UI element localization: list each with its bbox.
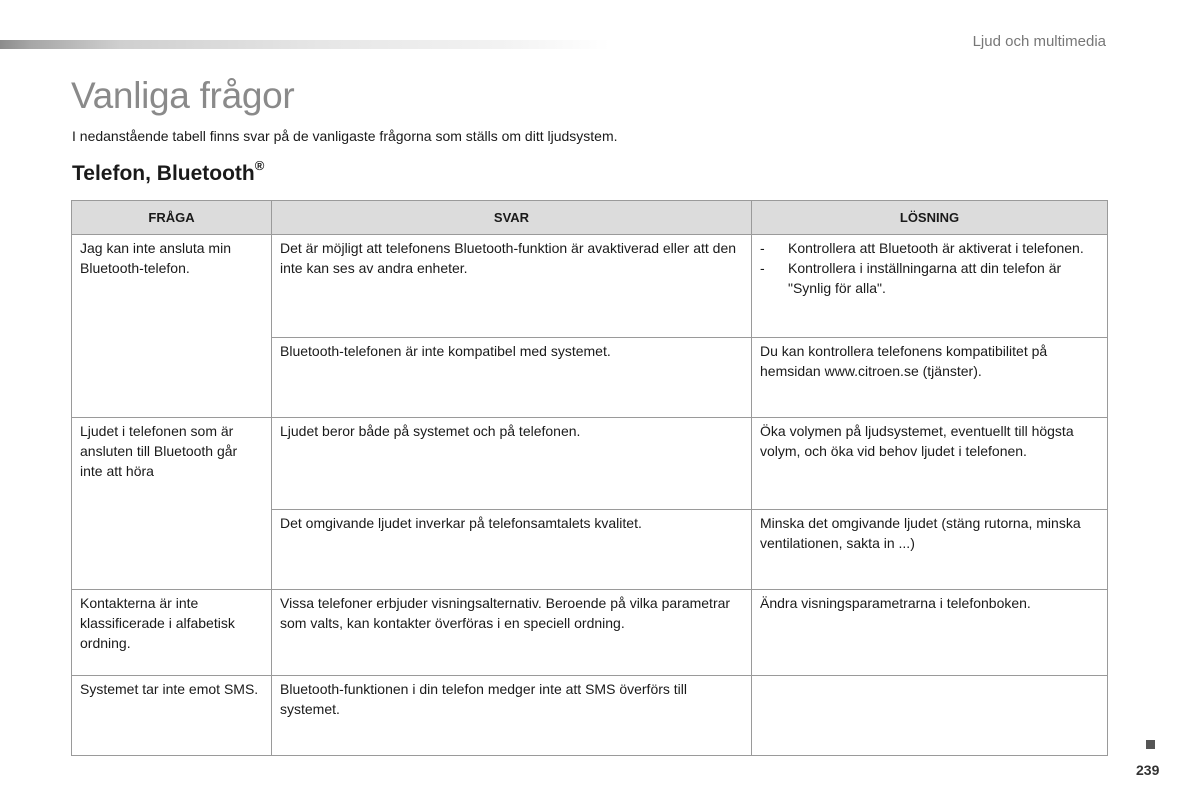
table-row	[72, 235, 1108, 338]
faq-table	[71, 200, 1108, 756]
solution-list-item: - Kontrollera att Bluetooth är aktiverat i telefonen.	[760, 238, 1099, 258]
answer-cell: Ljudet beror både på systemet och på telefonen.	[272, 418, 752, 510]
solution-cell	[752, 235, 1108, 338]
solution-cell: Du kan kontrollera telefonens kompatibilitet på hemsidan www.citroen.se (tjänster).	[752, 338, 1108, 418]
header-solution: LÖSNING	[752, 201, 1108, 235]
subtitle-text: Telefon, Bluetooth	[72, 162, 255, 185]
solution-list-item: - Kontrollera i inställningarna att din telefon är "Synlig för alla".	[760, 258, 1099, 298]
answer-cell: Vissa telefoner erbjuder visningsalternativ. Beroende på vilka parametrar som valts, kan kontakter överföras i en speciell ordning.	[272, 590, 752, 676]
intro-text: I nedanstående tabell finns svar på de vanligaste frågorna som ställs om ditt ljudsystem.	[72, 128, 618, 144]
answer-cell: Det är möjligt att telefonens Bluetooth-funktion är avaktiverad eller att den inte kan ses av andra enheter.	[272, 235, 752, 338]
question-cell: Jag kan inte ansluta min Bluetooth-telefon.	[72, 235, 272, 418]
question-cell: Kontakterna är inte klassificerade i alfabetisk ordning.	[72, 590, 272, 676]
header-question: FRÅGA	[72, 201, 272, 235]
section-subtitle	[72, 160, 264, 186]
header-decorative-bar	[0, 40, 610, 49]
table-row	[72, 418, 1108, 510]
table-row	[72, 590, 1108, 676]
solution-cell: Minska det omgivande ljudet (stäng rutorna, minska ventilationen, sakta in ...)	[752, 510, 1108, 590]
answer-cell: Bluetooth-telefonen är inte kompatibel med systemet.	[272, 338, 752, 418]
answer-cell: Det omgivande ljudet inverkar på telefonsamtalets kvalitet.	[272, 510, 752, 590]
answer-cell: Bluetooth-funktionen i din telefon medger inte att SMS överförs till systemet.	[272, 676, 752, 756]
question-cell: Systemet tar inte emot SMS.	[72, 676, 272, 756]
solution-list	[760, 238, 1099, 298]
header-answer: SVAR	[272, 201, 752, 235]
solution-cell: Öka volymen på ljudsystemet, eventuellt till högsta volym, och öka vid behov ljudet i telefonen.	[752, 418, 1108, 510]
table-header-row	[72, 201, 1108, 235]
section-label: Ljud och multimedia	[972, 33, 1106, 50]
table-row	[72, 676, 1108, 756]
registered-mark: ®	[254, 158, 265, 173]
page-title: Vanliga frågor	[71, 75, 295, 116]
solution-cell: Ändra visningsparametrarna i telefonboken.	[752, 590, 1108, 676]
question-cell: Ljudet i telefonen som är ansluten till Bluetooth går inte att höra	[72, 418, 272, 590]
solution-cell	[752, 676, 1108, 756]
page-corner-marker	[1146, 740, 1155, 749]
page-number: 239	[1136, 762, 1160, 778]
